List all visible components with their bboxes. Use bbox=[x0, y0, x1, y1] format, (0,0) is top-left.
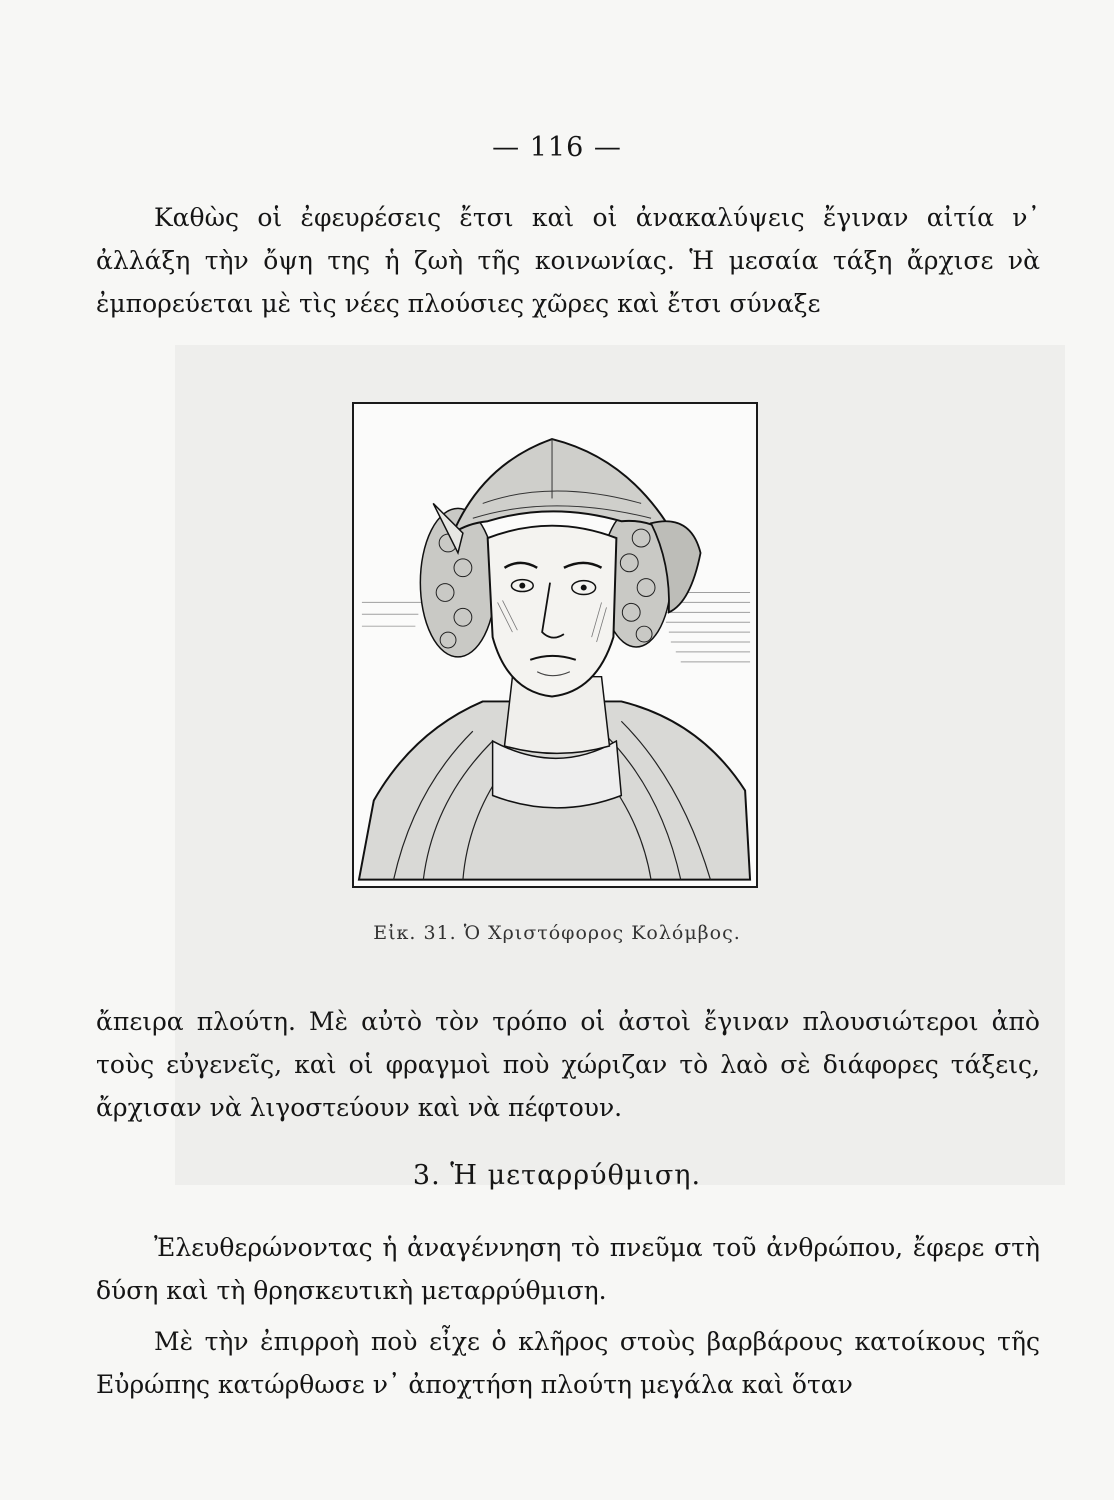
page-number: — 116 — bbox=[492, 132, 622, 163]
columbus-portrait-engraving bbox=[352, 402, 758, 888]
paragraph-reformation: Ἐλευθερώνοντας ἡ ἀναγέννηση τὸ πνεῦμα τοῦ ἀνθρώπου, ἔφερε στὴ δύση καὶ τὴ θρησκευτικὴ μεταρρύθμιση. bbox=[96, 1233, 1040, 1305]
paragraph-wealth: ἄπειρα πλούτη. Μὲ αὐτὸ τὸν τρόπο οἱ ἀστοὶ ἔγιναν πλουσιώτεροι ἀπὸ τοὺς εὐγενεῖς, καὶ οἱ φραγμοὶ ποὺ χώριζαν τὸ λαὸ σὲ διάφορες τάξεις, ἄρχισαν νὰ λιγοστεύουν καὶ νὰ πέφτουν. bbox=[96, 1007, 1040, 1122]
paragraph-clergy: Μὲ τὴν ἐπιρροὴ ποὺ εἶχε ὁ κλῆρος στοὺς βαρβάρους κατοίκους τῆς Εὐρώπης κατώρθωσε ν᾽ ἀποχτήση πλούτη μεγάλα καὶ ὅταν bbox=[96, 1327, 1040, 1399]
paragraph-discoveries: Καθὼς οἱ ἐφευρέσεις ἔτσι καὶ οἱ ἀνακαλύψεις ἔγιναν αἰτία ν᾽ ἀλλάξη τὴν ὄψη της ἡ ζωὴ τῆς κοινωνίας. Ἡ μεσαία τάξη ἄρχισε νὰ ἐμπορεύεται μὲ τὶς νέες πλούσιες χῶρες καὶ ἔτσι σύναξε bbox=[96, 203, 1040, 318]
section-heading: 3. Ἡ μεταρρύθμιση. bbox=[412, 1160, 702, 1191]
figure-caption: Εἰκ. 31. Ὁ Χριστόφορος Κολόμβος. bbox=[373, 922, 741, 944]
